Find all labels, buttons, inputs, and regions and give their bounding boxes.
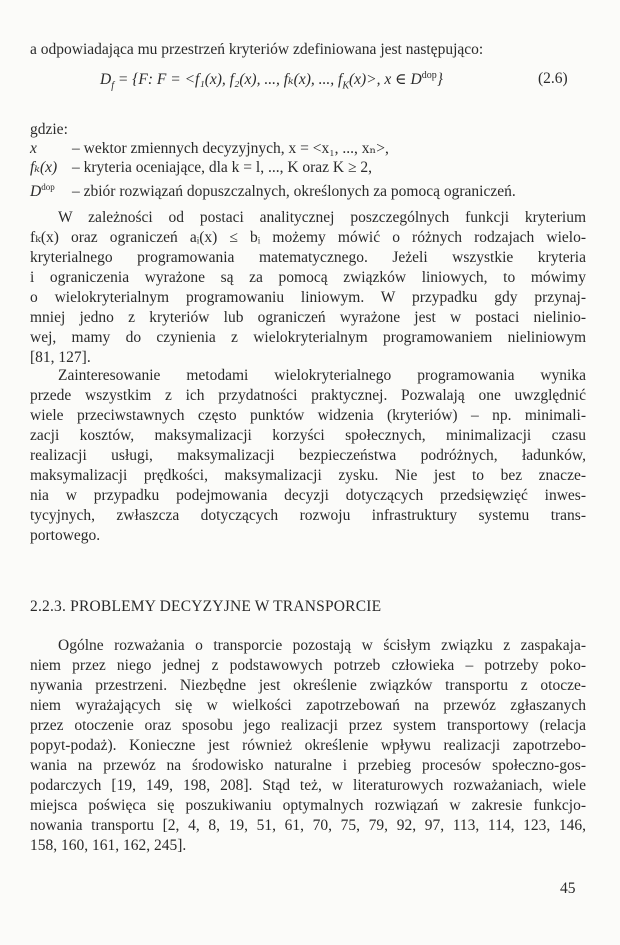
paragraph-line: realizacji usługi, maksymalizacji bezpieczeństwa podróżnych, ładunków, (30, 447, 586, 464)
paragraph-line: i ograniczenia wyrażone są za pomocą związków liniowych, to mówimy (30, 269, 586, 286)
paragraph-line: wania na przewóz na środowisko naturalne i przebieg procesów społeczno-gos- (30, 757, 586, 774)
definition-row (30, 139, 389, 159)
formula-lhs: D (100, 71, 112, 89)
paragraph-line: zacji kosztów, maksymalizacji korzyści społecznych, minimalizacji czasu (30, 427, 586, 444)
paragraph-line: nowania transportu [2, 4, 8, 19, 51, 61, 70, 75, 79, 92, 97, 113, 114, 123, 146, (30, 817, 586, 834)
paragraph-line: Ogólne rozważania o transporcie pozostają w ścisłym związku z zaspakaja- (58, 637, 586, 654)
formula-close: } (436, 71, 443, 89)
paragraph-line: tycyjnych, zwłaszcza dotyczących rozwoju infrastruktury systemu trans- (30, 507, 586, 524)
definition-symbol: fₖ(x) (30, 159, 58, 176)
paragraph-line: 158, 160, 161, 162, 245]. (30, 837, 187, 854)
formula-lhs-sub: f (111, 80, 114, 92)
formula-tail: (x)>, x ∈ D (348, 71, 422, 89)
section-heading: 2.2.3. PROBLEMY DECYZYJNE W TRANSPORCIE (30, 598, 382, 615)
paragraph-line: o wielokryterialnym programowaniu liniowym. W przypadku gdy przynaj- (30, 289, 586, 306)
definition-text: – wektor zmiennych decyzyjnych, x = <x₁, ..., xₙ>, (72, 140, 389, 157)
paragraph-line: przede wszystkim z ich przydatności praktycznej. Pozwalają one uwzględnić (30, 387, 586, 404)
definition-symbol-base: D (30, 183, 42, 201)
formula-body: = {F: F = <f₁(x), f₂(x), ..., fₖ(x), ..., f (113, 71, 343, 89)
where-label: gdzie: (30, 121, 68, 138)
paragraph-line: [81, 127]. (30, 349, 91, 366)
paragraph-line: maksymalizacji prędkości, maksymalizacji zysku. Nie jest to bez znacze- (30, 467, 586, 484)
definition-symbol-sup: dop (41, 182, 55, 192)
page-number: 45 (560, 880, 576, 897)
paragraph-line: wiele przeciwstawnych często punktów widzenia (kryteriów) – np. minimali- (30, 407, 586, 424)
definition-symbol: x (30, 140, 37, 157)
paragraph-line: niem przez niego jednej z podstawowych potrzeb człowieka – potrzeby poko- (30, 657, 586, 674)
formula-sup-dop: dop (421, 70, 437, 81)
definition-symbol (30, 177, 72, 202)
paragraph-line: podarczych [19, 149, 198, 208]. Stąd też, w literaturowych rozważaniach, wiele (30, 777, 586, 794)
formula-2-6 (100, 70, 443, 91)
paragraph-line: mniej jedno z kryteriów lub ograniczeń wyrażone jest w postaci nielinio- (30, 309, 586, 326)
definition-text: – kryteria oceniające, dla k = l, ..., K oraz K ≥ 2, (72, 159, 373, 176)
formula-sub-k: K (342, 80, 349, 92)
definition-row (30, 177, 516, 202)
equation-number: (2.6) (538, 70, 568, 87)
paragraph-line: popyt-podaż). Konieczne jest również określenie wpływu realizacji zapotrzebo- (30, 737, 586, 754)
paragraph-line: wej, mamy do czynienia z wielokryterialnym programowaniem nieliniowym (30, 329, 586, 346)
paragraph-line: kryterialnego programowania matematycznego. Jeżeli wszystkie kryteria (30, 249, 586, 266)
paragraph-line: nia w przypadku podejmowania decyzji dotyczących przedsięwzięć inwes- (30, 487, 586, 504)
paragraph-line: niem wyrażających się w wielkości zapotrzebowań na przewóz zgłaszanych (30, 697, 586, 714)
paragraph-line: przez otoczenie oraz sposobu jego realizacji przez system transportowy (relacja (30, 717, 586, 734)
definition-text: – zbiór rozwiązań dopuszczalnych, określonych za pomocą ograniczeń. (72, 183, 516, 201)
paragraph-line: nywania przestrzeni. Niezbędne jest określenie związków transportu z otocze- (30, 677, 586, 694)
definition-row (30, 158, 372, 178)
paragraph-line: miejsca poświęca się poszukiwaniu optymalnych rozwiązań w zakresie funkcjo- (30, 797, 586, 814)
paragraph-line: portowego. (30, 527, 101, 544)
intro-line: a odpowiadająca mu przestrzeń kryteriów zdefiniowana jest następująco: (30, 41, 484, 58)
paragraph-line: W zależności od postaci analitycznej poszczególnych funkcji kryterium (58, 209, 586, 226)
paragraph-line: Zainteresowanie metodami wielokryterialnego programowania wynika (58, 367, 586, 384)
paragraph-line: fₖ(x) oraz ograniczeń aᵢ(x) ≤ bᵢ możemy mówić o różnych rodzajach wielo- (30, 229, 586, 246)
